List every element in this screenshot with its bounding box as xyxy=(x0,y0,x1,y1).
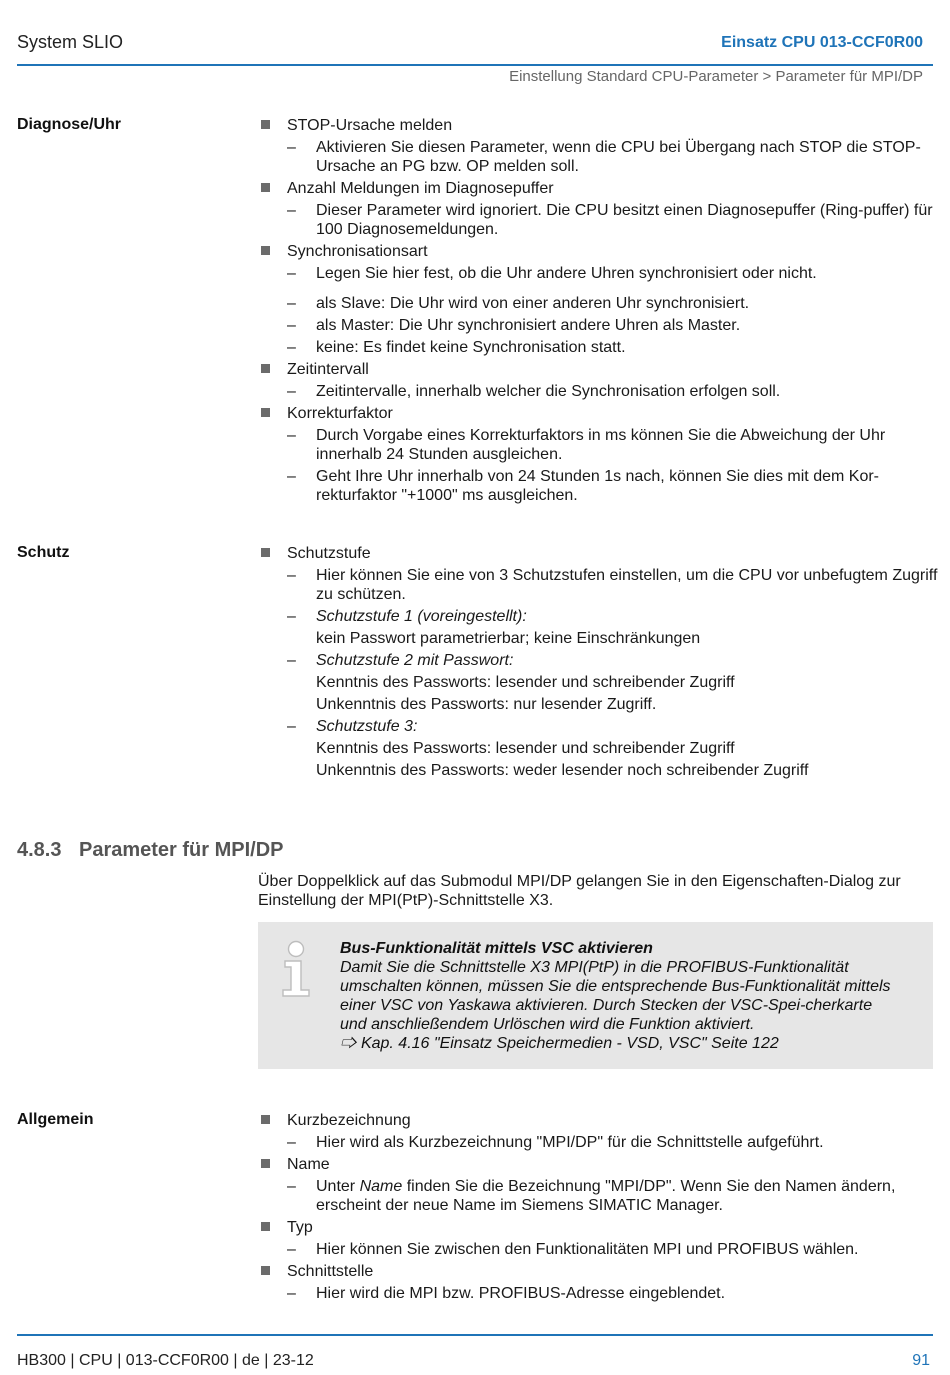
square-bullet-icon xyxy=(261,408,270,417)
list-item: Schutzstufe xyxy=(258,544,938,563)
sub-item: – Hier können Sie zwischen den Funktionalitäten MPI und PROFIBUS wählen. xyxy=(287,1241,859,1258)
footer-divider xyxy=(17,1334,933,1336)
sub-item: – Hier können Sie eine von 3 Schutzstufen einstellen, um die CPU vor unbefugtem Zugriff zu schützen. xyxy=(287,567,938,603)
square-bullet-icon xyxy=(261,1222,270,1231)
list-item: STOP-Ursache melden xyxy=(258,116,938,135)
info-note xyxy=(258,922,933,1069)
side-label-allgemein: Allgemein xyxy=(17,1111,94,1128)
footer-doc-id: HB300 | CPU | 013-CCF0R00 | de | 23-12 xyxy=(17,1352,314,1369)
list-item: Zeitintervall xyxy=(258,360,938,379)
square-bullet-icon xyxy=(261,364,270,373)
sub-item: – Hier wird die MPI bzw. PROFIBUS-Adresse eingeblendet. xyxy=(287,1285,726,1302)
section-heading xyxy=(17,839,284,862)
square-bullet-icon xyxy=(261,1266,270,1275)
header-divider xyxy=(17,64,933,66)
sub-item: – Schutzstufe 2 mit Passwort: xyxy=(287,652,514,669)
sub-item: – Hier wird als Kurzbezeichnung "MPI/DP" für die Schnittstelle aufgeführt. xyxy=(287,1134,824,1151)
document-series: System SLIO xyxy=(17,32,124,52)
list-item: Name xyxy=(258,1155,938,1174)
square-bullet-icon xyxy=(261,246,270,255)
side-label-diagnose: Diagnose/Uhr xyxy=(17,116,122,133)
section-number: 4.8.3 xyxy=(17,839,62,861)
info-icon xyxy=(280,940,314,1003)
list-item: Schnittstelle xyxy=(258,1262,938,1281)
sub-item: – Schutzstufe 1 (voreingestellt): xyxy=(287,608,527,625)
page-number: 91 xyxy=(912,1352,930,1369)
square-bullet-icon xyxy=(261,1159,270,1168)
list-item: Typ xyxy=(258,1218,938,1237)
sub-item: – Legen Sie hier fest, ob die Uhr andere Uhren synchronisiert oder nicht. xyxy=(287,265,817,282)
square-bullet-icon xyxy=(261,1115,270,1124)
level-detail: Unkenntnis des Passworts: nur lesender Zugriff. xyxy=(316,696,657,713)
level-detail: Unkenntnis des Passworts: weder lesender noch schreibender Zugriff xyxy=(316,762,809,779)
breadcrumb: Einstellung Standard CPU-Parameter > Parameter für MPI/DP xyxy=(509,68,923,85)
section-title: Parameter für MPI/DP xyxy=(79,839,284,861)
note-title: Bus-Funktionalität mittels VSC aktivieren xyxy=(340,940,653,957)
square-bullet-icon xyxy=(261,548,270,557)
sub-item: – als Master: Die Uhr synchronisiert andere Uhren als Master. xyxy=(287,317,741,334)
sub-item: – Unter Name finden Sie die Bezeichnung "MPI/DP". Wenn Sie den Namen ändern, erscheint der neue Name im Siemens SIMATIC Manager. xyxy=(287,1178,896,1214)
list-item: Anzahl Meldungen im Diagnosepuffer xyxy=(258,179,938,198)
level-detail: Kenntnis des Passworts: lesender und schreibender Zugriff xyxy=(316,674,735,691)
sub-item: – Aktivieren Sie diesen Parameter, wenn die CPU bei Übergang nach STOP die STOP-Ursache an PG bzw. OP melden soll. xyxy=(287,139,921,175)
square-bullet-icon xyxy=(261,183,270,192)
sub-item: – Geht Ihre Uhr innerhalb von 24 Stunden 1s nach, können Sie dies mit dem Kor-rekturfaktor "+1000" ms ausgleichen. xyxy=(287,468,879,504)
note-link[interactable]: 🢥 Kap. 4.16 "Einsatz Speichermedien - VSD, VSC" Seite 122 xyxy=(340,1035,779,1052)
level-detail: kein Passwort parametrierbar; keine Einschränkungen xyxy=(316,630,701,647)
side-label-schutz: Schutz xyxy=(17,544,70,561)
list-item: Kurzbezeichnung xyxy=(258,1111,938,1130)
arrow-link-icon: 🢥 xyxy=(340,1035,357,1052)
sub-item: – keine: Es findet keine Synchronisation statt. xyxy=(287,339,626,356)
sub-item: – Durch Vorgabe eines Korrekturfaktors in ms können Sie die Abweichung der Uhr innerhalb 24 Stunden ausgleichen. xyxy=(287,427,886,463)
level-detail: Kenntnis des Passworts: lesender und schreibender Zugriff xyxy=(316,740,735,757)
sub-item: – Schutzstufe 3: xyxy=(287,718,418,735)
note-body: Damit Sie die Schnittstelle X3 MPI(PtP) in die PROFIBUS-Funktionalität umschalten können, müssen Sie die entsprechende Bus-Funktionalität mittels einer VSC von Yaskawa aktivieren. Durch Stecken der VSC-Spei-cherkarte und anschließendem Urlöschen wird die Funktion aktiviert. xyxy=(340,959,891,1033)
chapter-title: Einsatz CPU 013-CCF0R00 xyxy=(721,34,923,51)
section-intro: Über Doppelklick auf das Submodul MPI/DP gelangen Sie in den Eigenschaften-Dialog zur Einstellung der MPI(PtP)-Schnittstelle X3. xyxy=(258,873,901,909)
square-bullet-icon xyxy=(261,120,270,129)
allgemein-section xyxy=(258,1111,938,1306)
list-item: Synchronisationsart xyxy=(258,242,938,261)
sub-item: – als Slave: Die Uhr wird von einer anderen Uhr synchronisiert. xyxy=(287,295,750,312)
schutz-section xyxy=(258,544,938,783)
diagnose-section xyxy=(258,116,938,508)
list-item: Korrekturfaktor xyxy=(258,404,938,423)
note-text xyxy=(340,939,900,1053)
sub-item: – Dieser Parameter wird ignoriert. Die CPU besitzt einen Diagnosepuffer (Ring-puffer) für 100 Diagnosemeldungen. xyxy=(287,202,933,238)
sub-item: – Zeitintervalle, innerhalb welcher die Synchronisation erfolgen soll. xyxy=(287,383,781,400)
